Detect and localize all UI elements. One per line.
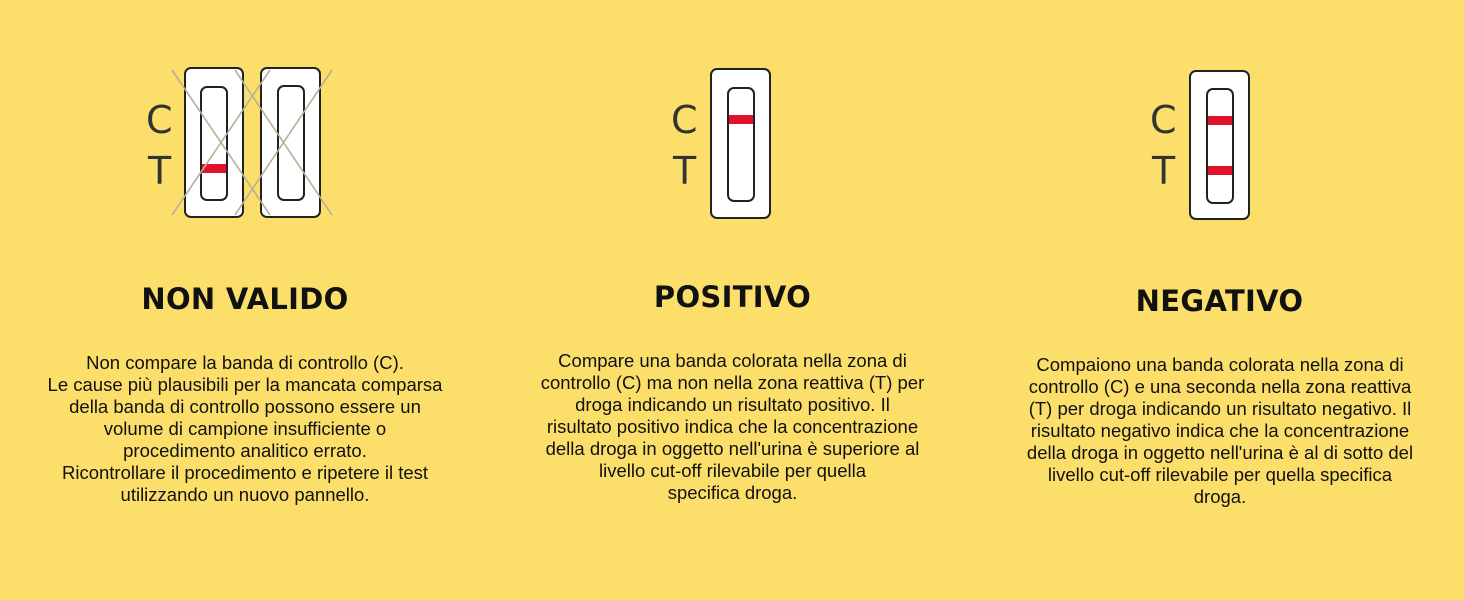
control-label: C: [1150, 98, 1177, 142]
description-line: della droga in oggetto nell'urina è superiore al: [545, 438, 920, 459]
positive-result-panel: [490, 0, 975, 600]
description-line: Ricontrollare il procedimento e ripetere il test: [61, 462, 429, 483]
description-line: Compare una banda colorata nella zona di: [558, 350, 907, 371]
description-line: droga.: [1193, 486, 1247, 507]
result-description: [985, 354, 1455, 508]
control-band: [729, 115, 753, 124]
result-title: POSITIVO: [653, 280, 812, 314]
test-label: T: [1152, 149, 1176, 193]
description-line: risultato positivo indica che la concentrazione: [546, 416, 919, 437]
description-line: risultato negativo indica che la concentrazione: [1030, 420, 1410, 441]
invalid-test-illustration: [140, 60, 340, 225]
description-line: controllo (C) ma non nella zona reattiva (T) per: [540, 372, 925, 393]
description-line: Le cause più plausibili per la mancata comparsa: [47, 374, 443, 395]
positive-test-illustration: [668, 60, 788, 225]
result-description: [500, 350, 965, 504]
control-label: C: [671, 98, 698, 142]
control-band: [1208, 116, 1232, 125]
result-description: [15, 352, 475, 506]
result-title: NEGATIVO: [1135, 284, 1304, 318]
invalid-result-panel: [0, 0, 490, 600]
description-line: livello cut-off rilevabile per quella specifica: [1047, 464, 1393, 485]
description-line: droga indicando un risultato positivo. Il: [575, 394, 890, 415]
description-line: Compaiono una banda colorata nella zona di: [1036, 354, 1404, 375]
test-band: [1208, 166, 1232, 175]
result-title: NON VALIDO: [141, 282, 349, 316]
test-cassette: [1189, 70, 1250, 220]
description-line: specifica droga.: [667, 482, 798, 503]
test-cassette: [710, 68, 771, 219]
control-label: C: [146, 98, 173, 142]
description-line: livello cut-off rilevabile per quella: [598, 460, 867, 481]
description-line: procedimento analitico errato.: [123, 440, 367, 461]
description-line: Non compare la banda di controllo (C).: [86, 352, 404, 373]
description-line: controllo (C) e una seconda nella zona reattiva: [1028, 376, 1412, 397]
negative-result-panel: [975, 0, 1464, 600]
test-label: T: [148, 149, 172, 193]
test-label: T: [673, 149, 697, 193]
result-window: [727, 87, 755, 202]
negative-test-illustration: [1147, 60, 1267, 225]
invalid-cross-mark: [140, 60, 340, 225]
description-line: utilizzando un nuovo pannello.: [120, 484, 370, 505]
description-line: volume di campione insufficiente o: [103, 418, 387, 439]
description-line: (T) per droga indicando un risultato negativo. Il: [1028, 398, 1412, 419]
result-window: [1206, 88, 1234, 204]
description-line: della droga in oggetto nell'urina è al di sotto del: [1026, 442, 1414, 463]
description-line: della banda di controllo possono essere un: [69, 396, 421, 417]
